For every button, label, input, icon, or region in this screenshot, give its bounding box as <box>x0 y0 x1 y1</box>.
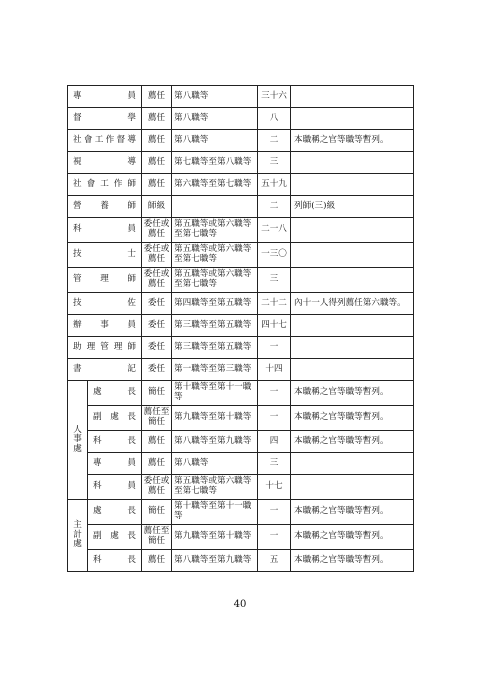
remark: 列師(三)級 <box>291 196 414 218</box>
remark <box>291 108 414 130</box>
grade-range: 第九職等至第十職等 <box>172 525 258 550</box>
grade-range: 第八職等至第九職等 <box>172 550 258 572</box>
remark <box>291 453 414 475</box>
grade-range: 第四職等至第五職等 <box>172 293 258 315</box>
headcount: 二十二 <box>258 293 291 315</box>
table-row <box>68 218 414 243</box>
remark <box>291 218 414 243</box>
rank-class: 委任或薦任 <box>142 243 172 268</box>
grade-range: 第八職等 <box>172 130 258 152</box>
rank-class: 薦任 <box>142 108 172 130</box>
headcount: 三 <box>258 453 291 475</box>
staffing-table <box>67 85 414 572</box>
headcount: 一 <box>258 406 291 431</box>
remark <box>291 268 414 293</box>
headcount: 一三〇 <box>258 243 291 268</box>
job-title: 專員 <box>88 453 142 475</box>
grade-range <box>172 196 258 218</box>
job-title: 助理管理師 <box>68 337 142 359</box>
job-title: 科長 <box>88 431 142 453</box>
grade-range: 第八職等 <box>172 108 258 130</box>
remark: 本職稱之官等職等暫列。 <box>291 431 414 453</box>
job-title: 科員 <box>68 218 142 243</box>
rank-class: 師級 <box>142 196 172 218</box>
rank-class: 委任 <box>142 293 172 315</box>
grade-range: 第八職等 <box>172 86 258 108</box>
rank-class: 委任或薦任 <box>142 475 172 500</box>
rank-class: 薦任 <box>142 431 172 453</box>
grade-range: 第一職等至第三職等 <box>172 359 258 381</box>
job-title: 專員 <box>68 86 142 108</box>
job-title: 處長 <box>88 381 142 406</box>
grade-range: 第八職等 <box>172 453 258 475</box>
headcount: 四十七 <box>258 315 291 337</box>
rank-class: 薦任 <box>142 152 172 174</box>
rank-class: 薦任 <box>142 453 172 475</box>
grade-range: 第五職等或第六職等至第七職等 <box>172 475 258 500</box>
rank-class: 委任 <box>142 337 172 359</box>
table-row <box>68 337 414 359</box>
unit-char: 處 <box>73 539 82 550</box>
headcount: 一 <box>258 337 291 359</box>
rank-class: 簡任 <box>142 381 172 406</box>
table-row <box>68 500 414 525</box>
grade-range: 第八職等至第九職等 <box>172 431 258 453</box>
table-row <box>68 174 414 196</box>
table-row <box>68 381 414 406</box>
table-row <box>68 550 414 572</box>
table-row <box>68 130 414 152</box>
table-row <box>68 86 414 108</box>
remark: 本職稱之官等職等暫列。 <box>291 130 414 152</box>
job-title: 社會工作師 <box>68 174 142 196</box>
remark <box>291 359 414 381</box>
table-row <box>68 268 414 293</box>
accounting-unit-label <box>68 500 88 572</box>
headcount: 三十六 <box>258 86 291 108</box>
headcount: 一 <box>258 525 291 550</box>
headcount: 八 <box>258 108 291 130</box>
remark: 本職稱之官等職等暫列。 <box>291 525 414 550</box>
job-title: 科員 <box>88 475 142 500</box>
rank-class: 薦任 <box>142 550 172 572</box>
grade-range: 第九職等至第十職等 <box>172 406 258 431</box>
remark: 本職稱之官等職等暫列。 <box>291 550 414 572</box>
table-row <box>68 152 414 174</box>
headcount: 十四 <box>258 359 291 381</box>
rank-class: 委任或薦任 <box>142 218 172 243</box>
staffing-table-body <box>68 86 414 572</box>
table-row <box>68 475 414 500</box>
job-title: 副處長 <box>88 525 142 550</box>
headcount: 五十九 <box>258 174 291 196</box>
unit-char: 人 <box>73 424 82 435</box>
headcount: 二 <box>258 196 291 218</box>
table-row <box>68 525 414 550</box>
headcount: 二一八 <box>258 218 291 243</box>
headcount: 二 <box>258 130 291 152</box>
remark: 本職稱之官等職等暫列。 <box>291 406 414 431</box>
remark: 本職稱之官等職等暫列。 <box>291 381 414 406</box>
grade-range: 第六職等至第七職等 <box>172 174 258 196</box>
job-title: 書記 <box>68 359 142 381</box>
grade-range: 第十職等至第十一職等 <box>172 500 258 525</box>
table-row <box>68 359 414 381</box>
rank-class: 薦任至簡任 <box>142 525 172 550</box>
grade-range: 第五職等或第六職等至第七職等 <box>172 218 258 243</box>
table-row <box>68 453 414 475</box>
remark <box>291 152 414 174</box>
rank-class: 委任 <box>142 315 172 337</box>
headcount: 四 <box>258 431 291 453</box>
rank-class: 薦任 <box>142 174 172 196</box>
remark <box>291 86 414 108</box>
remark: 本職稱之官等職等暫列。 <box>291 500 414 525</box>
job-title: 督學 <box>68 108 142 130</box>
rank-class: 簡任 <box>142 500 172 525</box>
rank-class: 委任或薦任 <box>142 268 172 293</box>
remark <box>291 174 414 196</box>
table-row <box>68 243 414 268</box>
job-title: 技士 <box>68 243 142 268</box>
remark <box>291 337 414 359</box>
table-row <box>68 431 414 453</box>
table-row <box>68 293 414 315</box>
page-number: 40 <box>233 599 247 610</box>
headcount: 三 <box>258 268 291 293</box>
unit-char: 計 <box>73 529 82 540</box>
remark: 內十一人得列薦任第六職等。 <box>291 293 414 315</box>
personnel-unit-label <box>68 381 88 500</box>
grade-range: 第十職等至第十一職等 <box>172 381 258 406</box>
remark <box>291 475 414 500</box>
grade-range: 第五職等或第六職等至第七職等 <box>172 243 258 268</box>
table-row <box>68 315 414 337</box>
table-row <box>68 406 414 431</box>
job-title: 營養師 <box>68 196 142 218</box>
rank-class: 委任 <box>142 359 172 381</box>
job-title: 視導 <box>68 152 142 174</box>
job-title: 社會工作督導 <box>68 130 142 152</box>
headcount: 十七 <box>258 475 291 500</box>
headcount: 五 <box>258 550 291 572</box>
rank-class: 薦任至簡任 <box>142 406 172 431</box>
headcount: 一 <box>258 500 291 525</box>
job-title: 技佐 <box>68 293 142 315</box>
job-title: 副處長 <box>88 406 142 431</box>
unit-char: 事 <box>73 434 82 445</box>
remark <box>291 243 414 268</box>
grade-range: 第三職等至第五職等 <box>172 315 258 337</box>
unit-char: 處 <box>73 443 82 454</box>
grade-range: 第五職等或第六職等至第七職等 <box>172 268 258 293</box>
table-row <box>68 108 414 130</box>
headcount: 三 <box>258 152 291 174</box>
grade-range: 第三職等至第五職等 <box>172 337 258 359</box>
job-title: 辦事員 <box>68 315 142 337</box>
headcount: 一 <box>258 381 291 406</box>
job-title: 處長 <box>88 500 142 525</box>
job-title: 科長 <box>88 550 142 572</box>
table-row <box>68 196 414 218</box>
remark <box>291 315 414 337</box>
rank-class: 薦任 <box>142 130 172 152</box>
grade-range: 第七職等至第八職等 <box>172 152 258 174</box>
unit-char: 主 <box>73 520 82 531</box>
job-title: 管理師 <box>68 268 142 293</box>
rank-class: 薦任 <box>142 86 172 108</box>
